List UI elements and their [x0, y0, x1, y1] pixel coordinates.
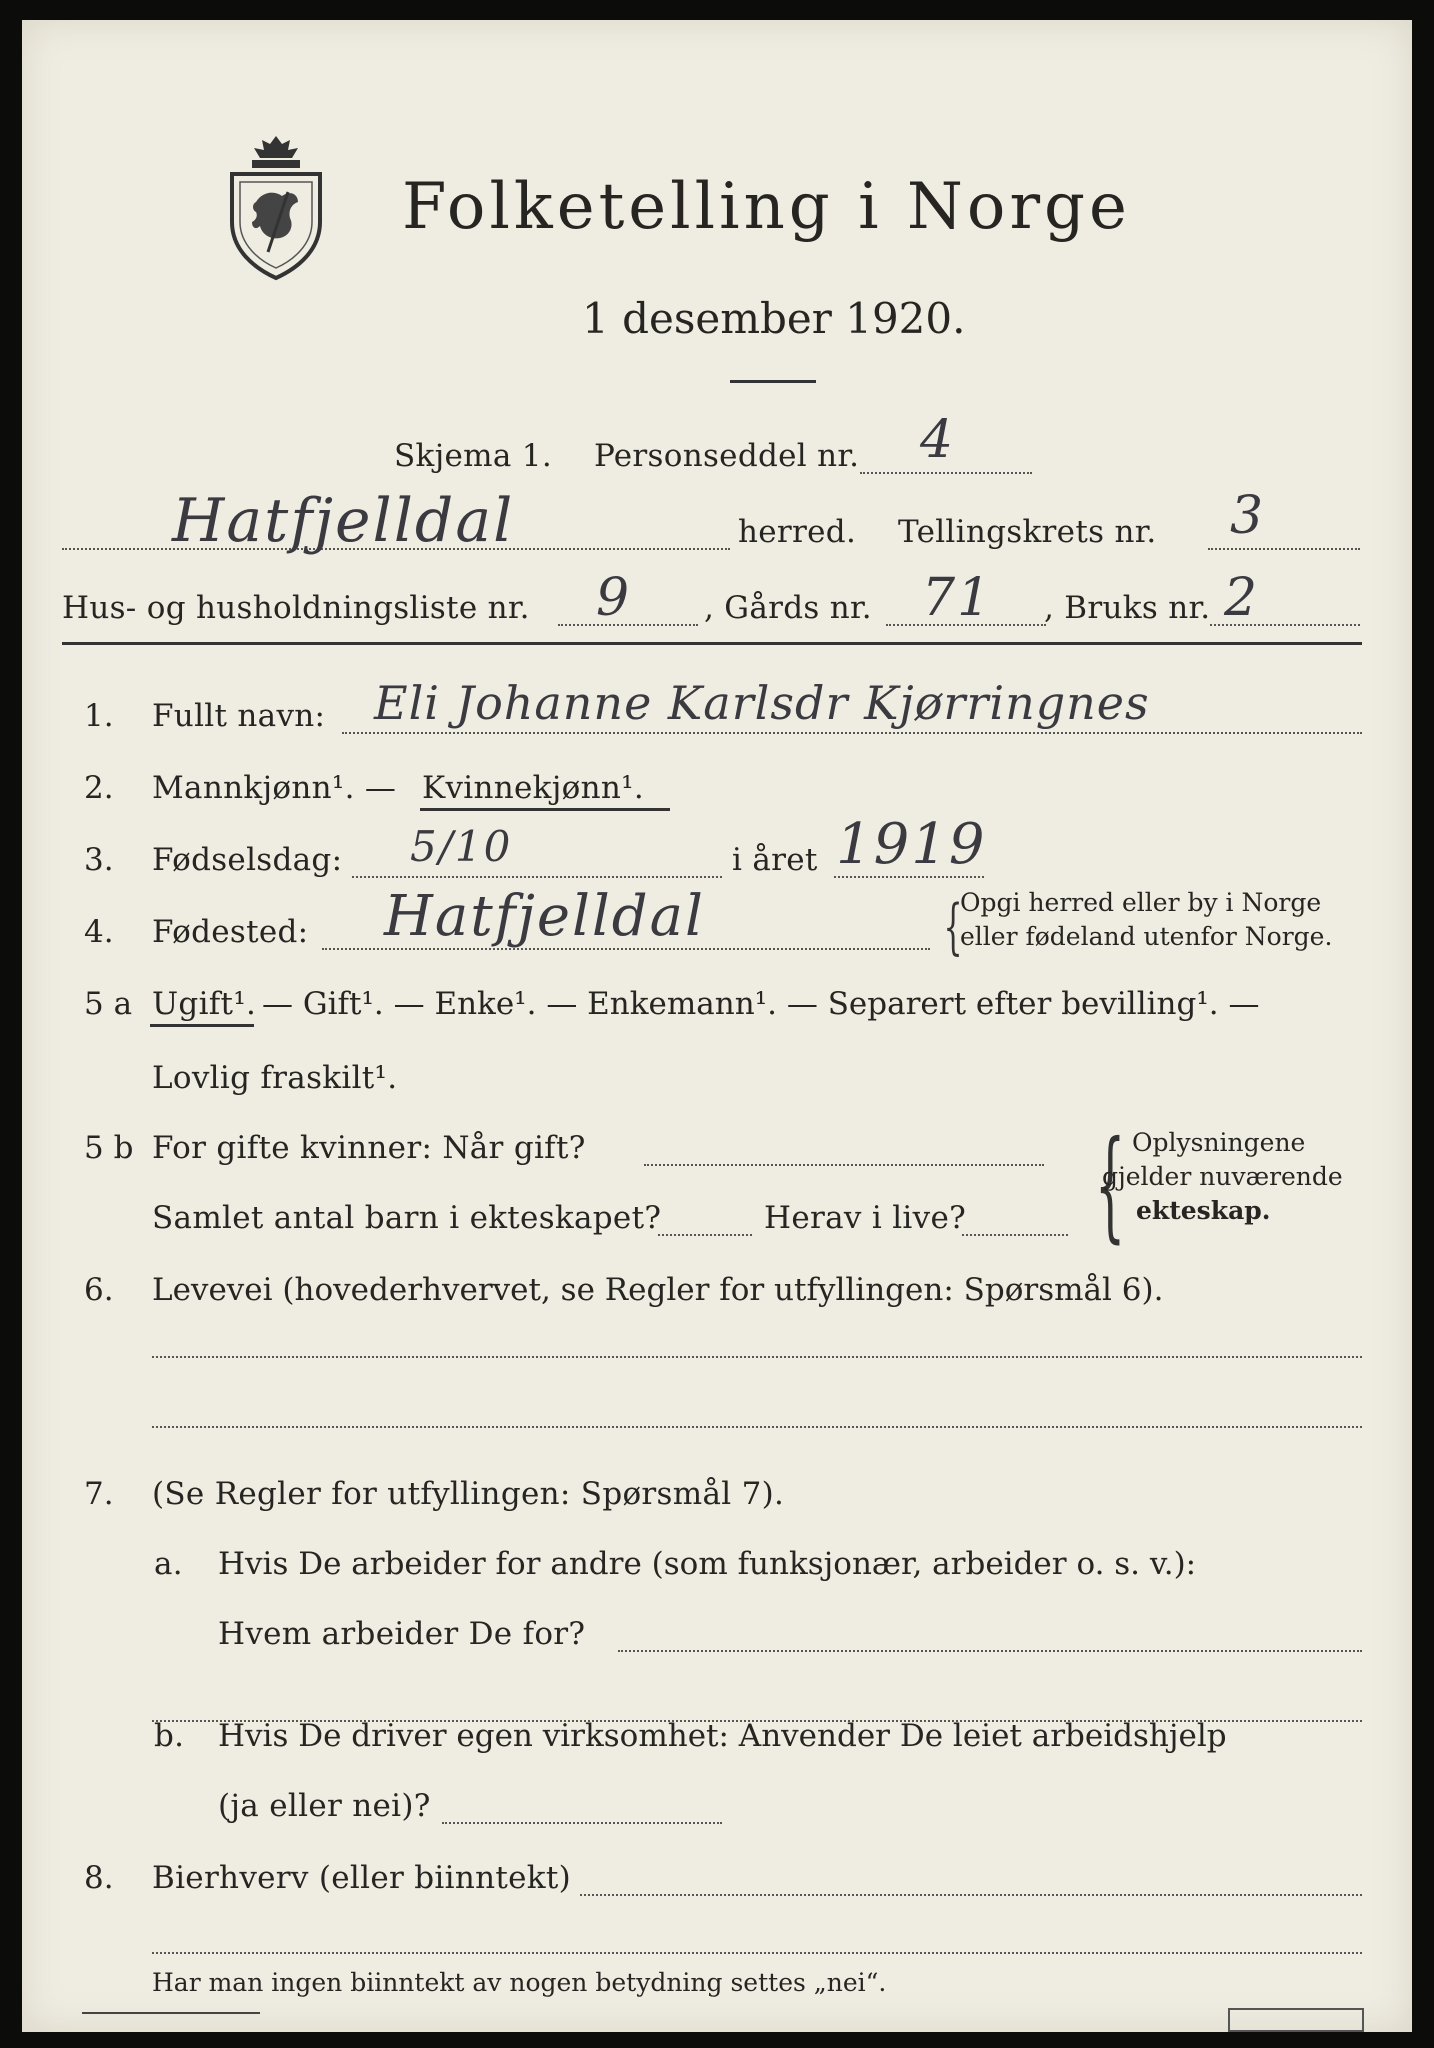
q7-label: (Se Regler for utfyllingen: Spørsmål 7). [152, 1476, 785, 1512]
tellingskrets-value[interactable]: 3 [1230, 486, 1266, 546]
q6-number: 6. [84, 1272, 114, 1308]
q5b-note-line1: Oplysningene [1132, 1128, 1306, 1157]
footer-note: Har man ingen biinntekt av nogen betydning settes „nei“. [152, 1968, 887, 1997]
q7a-who-label: Hvem arbeider De for? [218, 1616, 586, 1652]
q5b-alive-label: Herav i live? [764, 1200, 967, 1236]
page-subtitle: 1 desember 1920. [582, 294, 966, 343]
q5b-label: For gifte kvinner: Når gift? [152, 1130, 586, 1166]
herred-label: herred. [738, 514, 857, 550]
bruks-value[interactable]: 2 [1224, 568, 1260, 628]
title-divider [730, 380, 816, 383]
birth-year-value[interactable]: 1919 [836, 812, 987, 877]
q1-line [342, 732, 1362, 734]
gaards-label: , Gårds nr. [704, 590, 872, 626]
q3-label: Fødselsdag: [152, 842, 343, 878]
bruks-label: , Bruks nr. [1044, 590, 1211, 626]
q7b-text2: (ja eller nei)? [218, 1788, 431, 1824]
q5a-ugift-option[interactable]: Ugift¹. [152, 986, 257, 1022]
norway-coat-of-arms-icon [218, 132, 334, 282]
q7a-text: Hvis De arbeider for andre (som funksjonær, arbeider o. s. v.): [218, 1546, 1197, 1582]
q6-line2 [152, 1426, 1362, 1428]
section-divider [62, 642, 1362, 645]
q6-label: Levevei (hovederhvervet, se Regler for utfyllingen: Spørsmål 6). [152, 1272, 1164, 1308]
gaards-value[interactable]: 71 [922, 568, 993, 628]
footer-rule [82, 2012, 260, 2014]
q2-number: 2. [84, 770, 114, 806]
q3-number: 3. [84, 842, 114, 878]
q5a-other-options: — Gift¹. — Enke¹. — Enkemann¹. — Separert efter bevilling¹. — [262, 986, 1260, 1022]
q8-line [580, 1894, 1362, 1896]
tellingskrets-line [1208, 548, 1360, 550]
q6-line1 [152, 1356, 1362, 1358]
personseddel-label: Personseddel nr. [594, 438, 860, 474]
q5a-divorced-option: Lovlig fraskilt¹. [152, 1060, 398, 1096]
birthplace-value[interactable]: Hatfjelldal [384, 884, 705, 949]
q5b-married-line [644, 1164, 1044, 1166]
personseddel-line [860, 472, 1032, 474]
q7b-line [442, 1822, 722, 1824]
q5a-ugift-underline [150, 1024, 254, 1027]
q7b-text: Hvis De driver egen virksomhet: Anvender De leiet arbeidshjelp [218, 1718, 1227, 1754]
q4-note-line2: eller fødeland utenfor Norge. [960, 922, 1333, 951]
q3-line [352, 876, 722, 878]
q5b-alive-line [962, 1234, 1068, 1236]
q5b-brace: { [1094, 1116, 1126, 1255]
q3-year-label: i året [732, 842, 818, 878]
q7a-letter: a. [154, 1546, 183, 1582]
q5a-number: 5 a [84, 986, 133, 1022]
q5b-note-line2: gjelder nuværende [1102, 1162, 1343, 1191]
herred-value[interactable]: Hatfjelldal [172, 486, 515, 556]
birthday-value[interactable]: 5/10 [410, 822, 513, 871]
tellingskrets-label: Tellingskrets nr. [898, 514, 1157, 550]
q2-female-option[interactable]: Kvinnekjønn¹. [422, 770, 645, 806]
census-form [22, 20, 1412, 2032]
q4-note-line1: Opgi herred eller by i Norge [960, 888, 1322, 917]
q2-female-underline [420, 808, 670, 811]
personseddel-value[interactable]: 4 [920, 410, 956, 470]
q4-number: 4. [84, 914, 114, 950]
q8-number: 8. [84, 1860, 114, 1896]
full-name-value[interactable]: Eli Johanne Karlsdr Kjørringnes [374, 676, 1150, 730]
printer-stamp-icon [1228, 2008, 1364, 2032]
q8-label: Bierhverv (eller biinntekt) [152, 1860, 572, 1896]
q5b-children-line [658, 1234, 752, 1236]
page-title: Folketelling i Norge [402, 170, 1131, 244]
husliste-label: Hus- og husholdningsliste nr. [62, 590, 530, 626]
q4-brace: { [943, 892, 963, 962]
q7b-letter: b. [154, 1718, 185, 1754]
q7a-who-line [618, 1650, 1362, 1652]
q8-line2 [152, 1952, 1362, 1954]
q1-label: Fullt navn: [152, 698, 326, 734]
q7-number: 7. [84, 1476, 114, 1512]
q5b-children-label: Samlet antal barn i ekteskapet? [152, 1200, 662, 1236]
q2-male-option: Mannkjønn¹. — [152, 770, 397, 806]
husliste-value[interactable]: 9 [596, 568, 632, 628]
q5b-note-line3: ekteskap. [1136, 1196, 1271, 1225]
q5b-number: 5 b [84, 1130, 134, 1166]
q1-number: 1. [84, 698, 114, 734]
q4-label: Fødested: [152, 914, 309, 950]
skjema-label: Skjema 1. [394, 438, 552, 474]
